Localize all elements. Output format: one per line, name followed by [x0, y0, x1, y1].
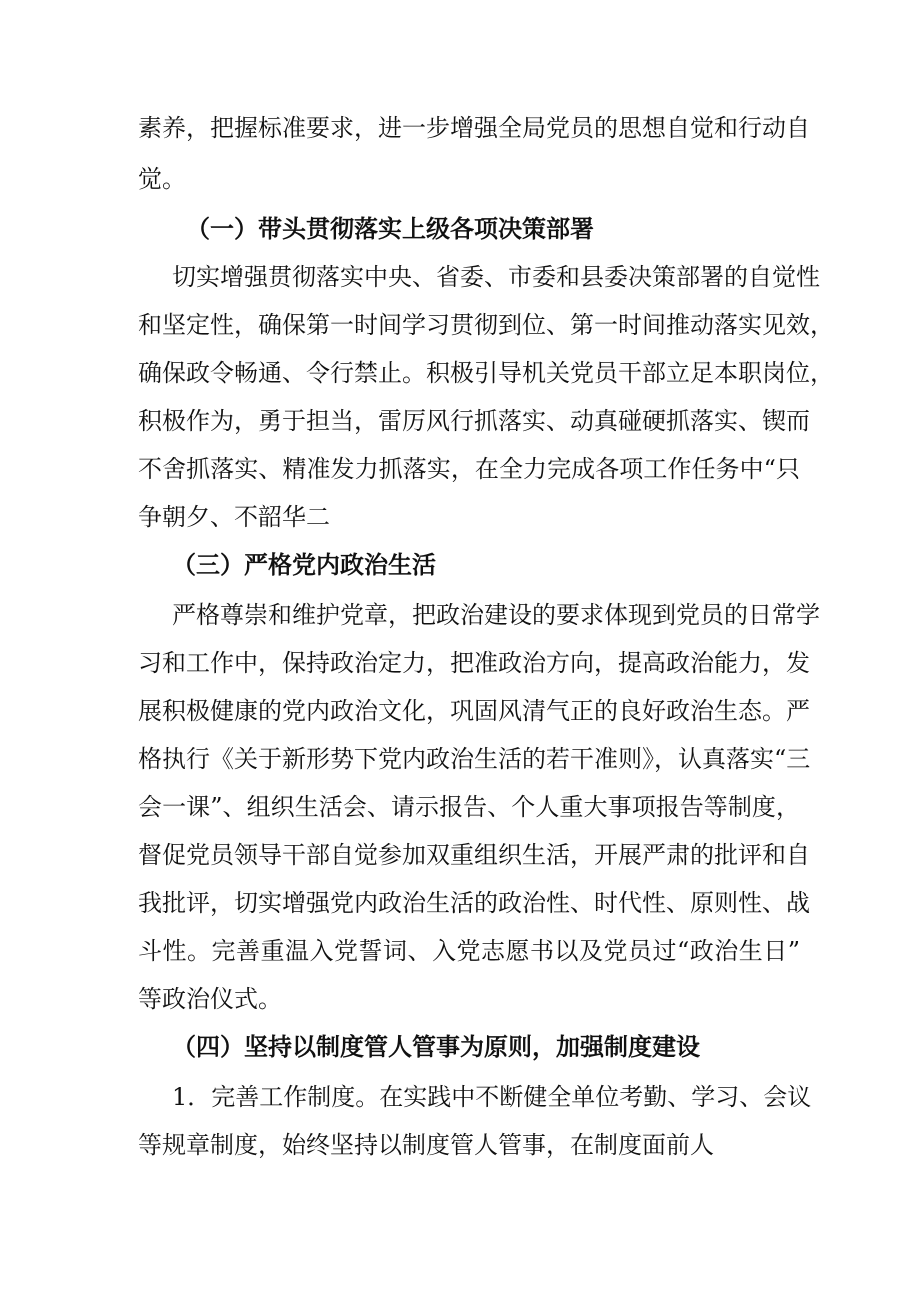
body-line: 督促党员领导干部自觉参加双重组织生活，开展严肃的批评和自	[138, 841, 810, 869]
body-line: 格执行《关于新形势下党内政治生活的若干准则》，认真落实“三	[138, 745, 811, 773]
body-line: 素养，把握标准要求，进一步增强全局党员的思想自觉和行动自	[138, 114, 810, 142]
section-heading-4: （四）坚持以制度管人管事为原则，加强制度建设	[172, 1033, 700, 1061]
body-line: 斗性。完善重温入党誓词、入党志愿书以及党员过“政治生日”	[138, 937, 800, 965]
body-line: 我批评，切实增强党内政治生活的政治性、时代性、原则性、战	[138, 889, 810, 917]
body-line: 展积极健康的党内政治文化，巩固风清气正的良好政治生态。严	[138, 697, 810, 725]
body-line: 和坚定性，确保第一时间学习贯彻到位、第一时间推动落实见效，	[138, 311, 834, 339]
body-line: 不舍抓落实、精准发力抓落实，在全力完成各项工作任务中“只	[138, 455, 800, 483]
body-line: 习和工作中，保持政治定力，把准政治方向，提高政治能力，发	[138, 649, 810, 677]
body-line: 觉。	[138, 165, 186, 193]
section-heading-3: （三）严格党内政治生活	[172, 551, 436, 579]
body-line: 等规章制度，始终坚持以制度管人管事，在制度面前人	[138, 1131, 714, 1159]
section-heading-1: （一）带头贯彻落实上级各项决策部署	[186, 215, 594, 243]
body-line: 会一课”、组织生活会、请示报告、个人重大事项报告等制度，	[138, 793, 800, 821]
body-line: 切实增强贯彻落实中央、省委、市委和县委决策部署的自觉性	[172, 263, 820, 291]
body-line: 确保政令畅通、令行禁止。积极引导机关党员干部立足本职岗位，	[138, 359, 834, 387]
body-line: 严格尊崇和维护党章，把政治建设的要求体现到党员的日常学	[172, 601, 820, 629]
body-line: 争朝夕、不韶华二	[138, 503, 330, 531]
body-line: 积极作为，勇于担当，雷厉风行抓落实、动真碰硬抓落实、锲而	[138, 407, 810, 435]
body-line: 1．完善工作制度。在实践中不断健全单位考勤、学习、会议	[172, 1083, 812, 1111]
body-line: 等政治仪式。	[138, 985, 282, 1013]
